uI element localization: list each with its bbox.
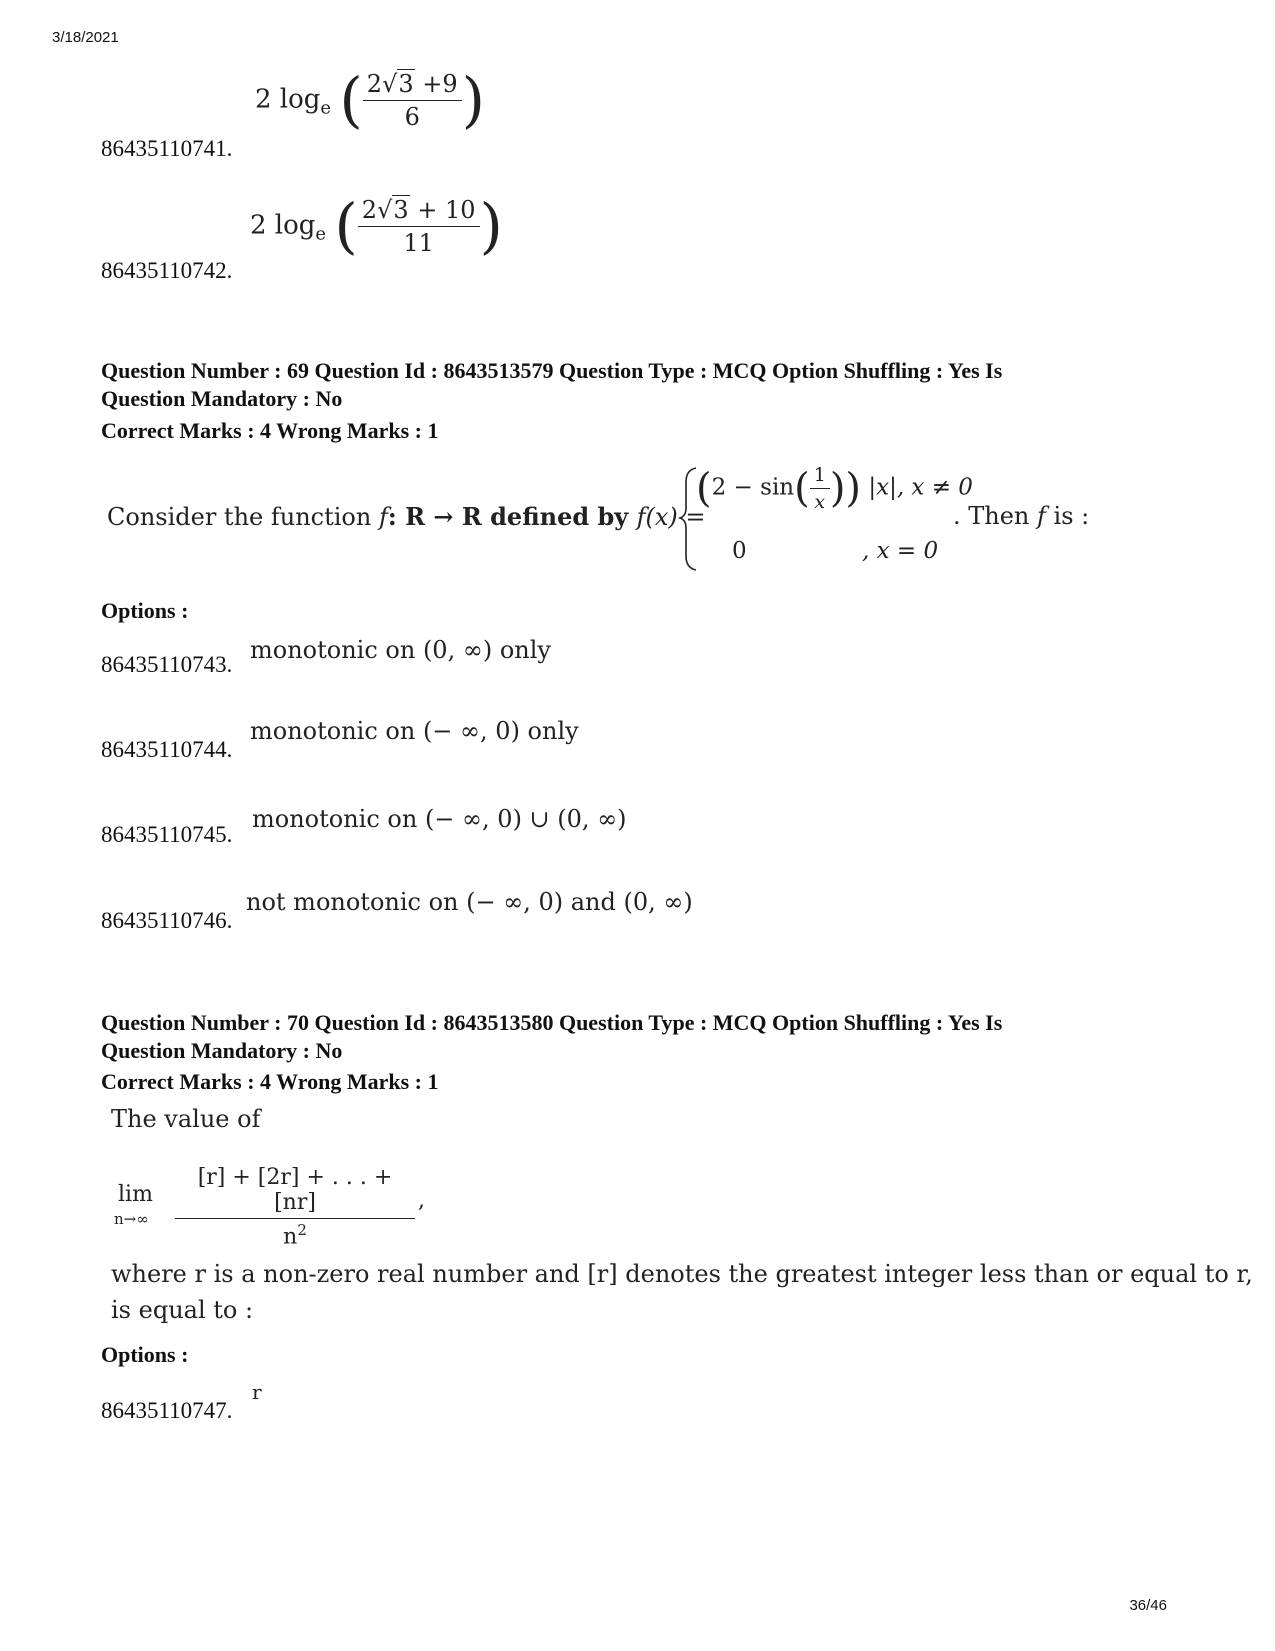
limit-subscript: n→∞ (114, 1210, 149, 1228)
option-text: monotonic on (− ∞, 0) ∪ (0, ∞) (252, 805, 627, 833)
piecewise-case-2-cond: , x = 0 (862, 538, 939, 564)
limit-comma: , (418, 1188, 425, 1213)
option-text: r (252, 1380, 262, 1404)
option-id: 86435110746. (101, 908, 233, 933)
option-id: 86435110744. (101, 737, 233, 762)
question-stem-intro: The value of (111, 1105, 261, 1133)
limit-fraction: [r] + [2r] + . . . + [nr] $n^2$ (175, 1165, 415, 1249)
question-marks: Correct Marks : 4 Wrong Marks : 1 (101, 1069, 439, 1094)
options-label: Options : (101, 598, 189, 623)
question-marks: Correct Marks : 4 Wrong Marks : 1 (101, 418, 439, 443)
option-text: monotonic on (− ∞, 0) only (250, 717, 579, 745)
question-stem-start: Consider the function f: R → R defined by f(x) = (107, 502, 706, 531)
option-id: 86435110745. (101, 822, 233, 847)
options-label: Options : (101, 1342, 189, 1367)
question-stem-line: is equal to : (111, 1296, 254, 1324)
option-id: 86435110747. (101, 1398, 233, 1423)
piecewise-case-2-value: 0 (732, 538, 747, 564)
option-math: 2 $\log_e$ ( $\frac{2√3 +9}{6}$ ) (255, 65, 486, 136)
option-id: 86435110742. (101, 258, 233, 283)
question-stem-line: where r is a non-zero real number and [r] denotes the greatest integer less than or equal to r, (111, 1260, 1253, 1288)
option-id: 86435110743. (101, 652, 233, 677)
option-text: not monotonic on (− ∞, 0) and (0, ∞) (246, 888, 693, 916)
question-header: Question Number : 70 Question Id : 8643513580 Question Type : MCQ Option Shuffling : Yes Is Question Mandatory : No (101, 1010, 1003, 1063)
question-header: Question Number : 69 Question Id : 8643513579 Question Type : MCQ Option Shuffling : Yes Is Question Mandatory : No (101, 358, 1003, 411)
question-stem-end: . Then f is : (953, 502, 1090, 530)
page-number: 36/46 (1129, 1597, 1167, 1614)
limit-symbol: lim (118, 1182, 153, 1207)
option-math: 2 $\log_e$ ( $\frac{2√3 + 10}{11}$ ) (250, 191, 503, 262)
piecewise-case-1: (2 − sin( $\frac{1}{x}$ )) |x|, x ≠ 0 (696, 464, 973, 513)
option-text: monotonic on (0, ∞) only (250, 636, 551, 664)
option-id: 86435110741. (101, 136, 233, 161)
print-date: 3/18/2021 (52, 29, 119, 46)
